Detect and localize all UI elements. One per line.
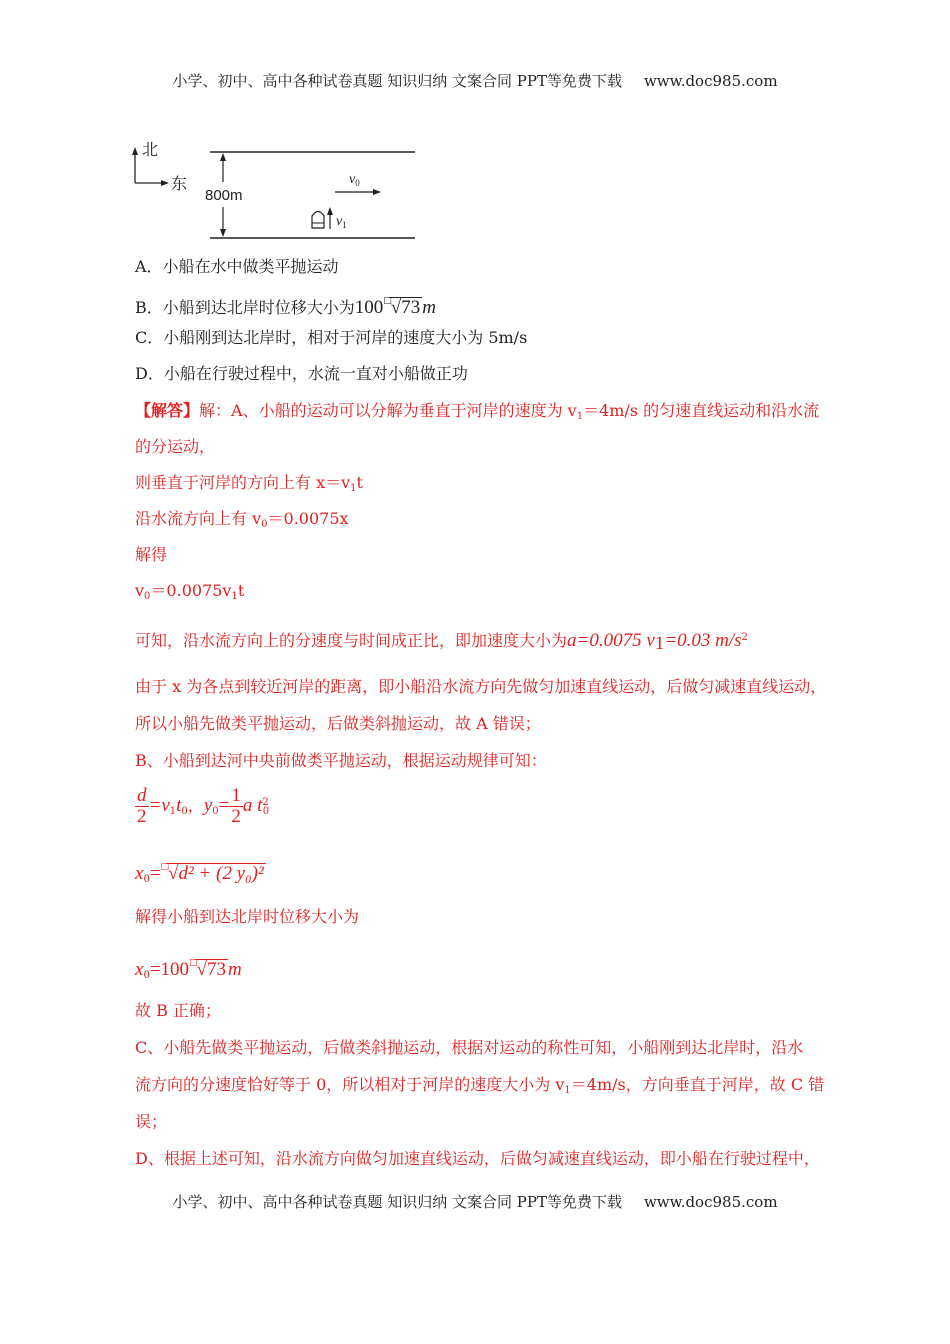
answer-line-1: 【解答】解：A、小船的运动可以分解为垂直于河岸的速度为 $v_1=4m/s$ 的匀速直线运动和沿水流: [135, 401, 820, 422]
option-c: C．小船刚到达北岸时，相对于河岸的速度大小为 5m/s: [135, 328, 528, 347]
option-a: A．小船在水中做类平抛运动: [135, 257, 339, 276]
width-label: 800m: [205, 187, 243, 204]
page-header: [0, 70, 950, 91]
answer-line-9: 所以小船先做类平抛运动，后做类斜抛运动，故 A 错误；: [135, 714, 541, 733]
answer-line-15: 误；: [135, 1112, 168, 1131]
svg-text:v1: [336, 214, 347, 230]
answer-line-13: C、小船先做类平抛运动，后做类斜抛运动，根据对运动的称性可知，小船刚到达北岸时，沿水: [135, 1038, 804, 1057]
equation-3: $x_0=100^□√73$ m: [135, 958, 242, 981]
answer-line-8: 由于 x 为各点到较近河岸的距离，即小船沿水流方向先做匀加速直线运动，后做匀减速直线运动，: [135, 677, 827, 696]
v0-sub: 0: [355, 178, 360, 188]
answer-line-12: 故 B 正确；: [135, 1001, 221, 1020]
answer-line-16: D、根据上述可知，沿水流方向做匀加速直线运动，后做匀减速直线运动，即小船在行驶过程中，: [135, 1149, 820, 1168]
east-label: 东: [171, 174, 188, 193]
v0-label: v: [349, 172, 356, 187]
answer-line-2: 的分运动，: [135, 437, 216, 456]
answer-label: 【解答】: [135, 401, 200, 420]
equation-2: $x_0=^□√d^2 + (2$ y₀)²: [135, 862, 264, 885]
answer-line-7: 可知，沿水流方向上的分速度与时间成正比，即加速度大小为a=0.0075 $v_1=0.03$ $m/s^2$: [135, 630, 748, 654]
answer-line-4: 沿水流方向上有 $v_0=0.0075x$: [135, 509, 349, 530]
option-b: B．小船到达北岸时位移大小为100□√73 m: [135, 296, 436, 318]
answer-line-11: 解得小船到达北岸时位移大小为: [135, 907, 360, 926]
v1-label: v: [336, 214, 343, 229]
option-d: D．小船在行驶过程中，水流一直对小船做正功: [135, 364, 468, 383]
page-footer: [0, 1191, 950, 1212]
answer-line-10: B、小船到达河中央前做类平抛运动，根据运动规律可知：: [135, 751, 547, 770]
north-label: 北: [142, 140, 159, 159]
header-text: 小学、初中、高中各种试卷真题 知识归纳 文案合同 PPT等免费下载: [172, 72, 622, 90]
footer-site: www.doc985.com: [643, 1193, 778, 1211]
boat-icon: [312, 212, 324, 229]
answer-line-3: 则垂直于河岸的方向上有 $x=v_1t$: [135, 473, 363, 494]
answer-line-6: $v_0=0.0075v_1t$: [135, 581, 245, 602]
equation-1: $\frac{d}{2}$ $=v_1t_0$，$y_0=$ $\frac{1}{2}$ a $t^2_0$: [137, 785, 270, 827]
answer-line-5: 解得: [135, 545, 168, 564]
svg-text:v0: [349, 172, 360, 188]
header-site: www.doc985.com: [643, 72, 778, 90]
v1-sub: 1: [342, 220, 347, 230]
answer-line-14: 流方向的分速度恰好等于 0，所以相对于河岸的速度大小为 $v_1=4m/s$，方向垂直于河岸，故 C 错: [135, 1075, 825, 1096]
footer-text: 小学、初中、高中各种试卷真题 知识归纳 文案合同 PPT等免费下载: [172, 1193, 622, 1211]
river-diagram: [125, 135, 425, 250]
